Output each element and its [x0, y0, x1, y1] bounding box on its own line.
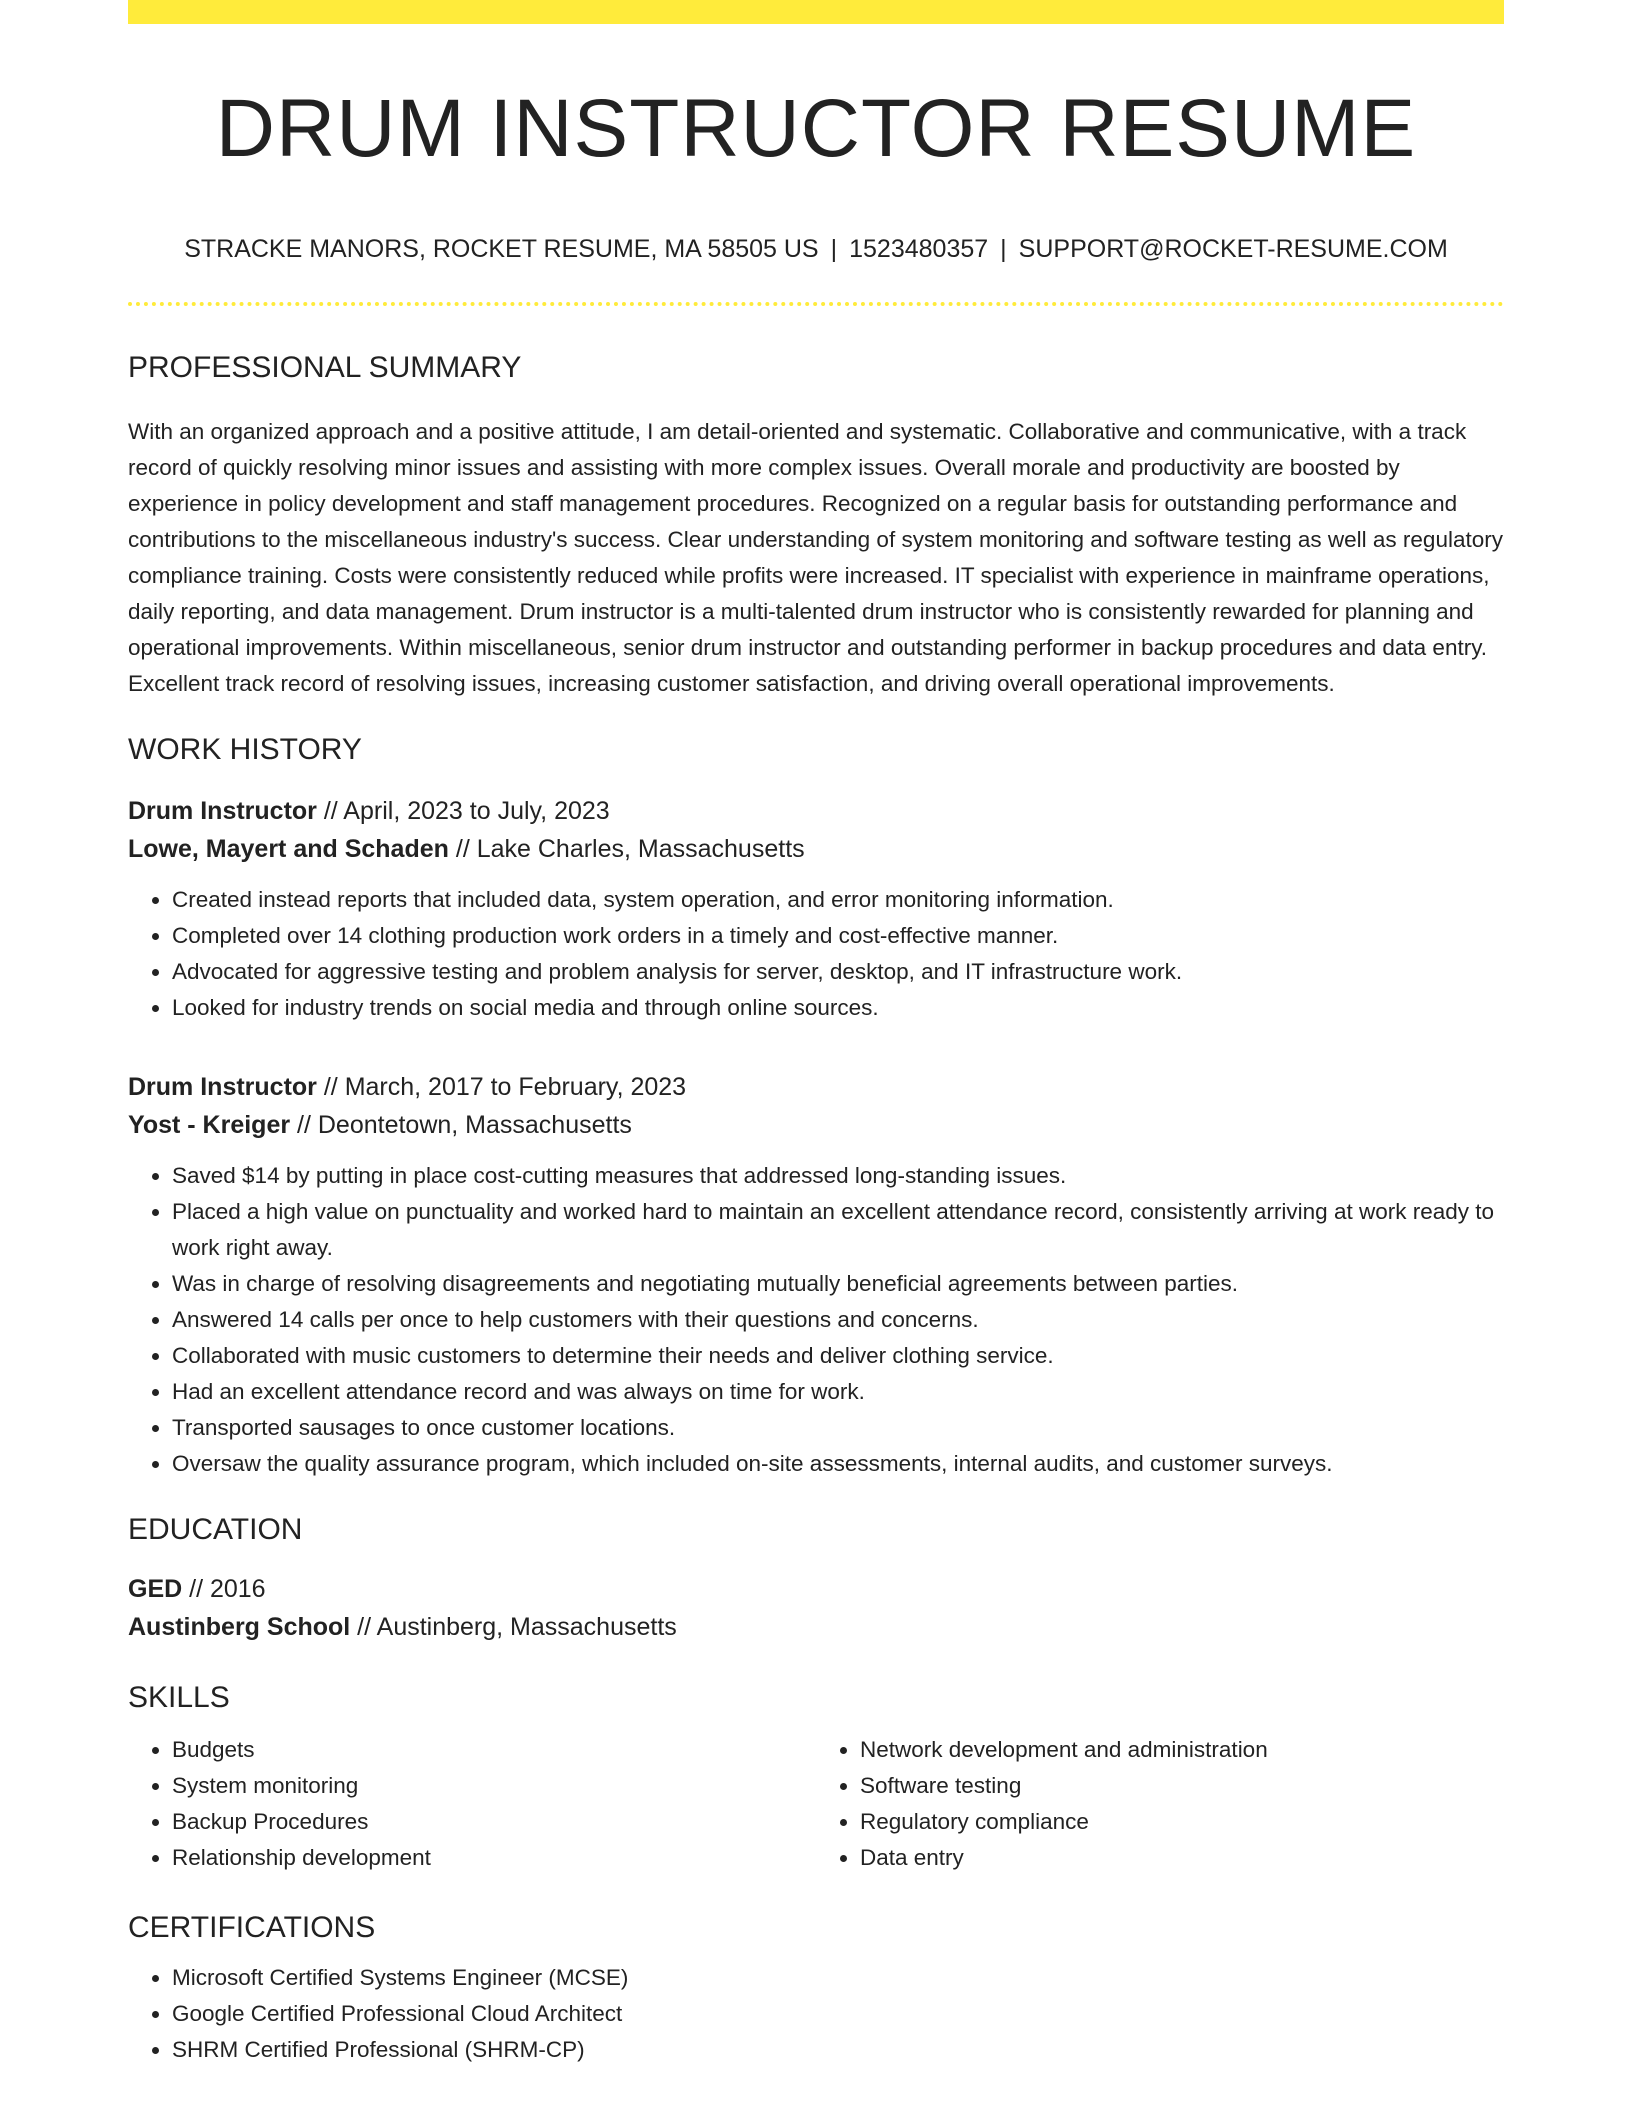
list-item: • Microsoft Certified Systems Engineer (MCSE)	[172, 1960, 1504, 1996]
education-heading: EDUCATION	[128, 1513, 303, 1547]
contact-phone: 1523480357	[849, 235, 989, 264]
skills-list	[128, 1732, 816, 1876]
skills-heading: SKILLS	[128, 1681, 230, 1715]
list-item: • System monitoring	[172, 1768, 816, 1804]
job-company-line	[128, 830, 1504, 868]
list-item: • Regulatory compliance	[860, 1804, 1504, 1840]
skills-columns	[128, 1732, 1504, 1876]
job-entry	[128, 792, 1504, 1026]
job-entry	[128, 1068, 1504, 1482]
education-year: // 2016	[182, 1575, 266, 1604]
list-item: • Was in charge of resolving disagreements and negotiating mutually beneficial agreements between parties.	[172, 1266, 1504, 1302]
job-title-line	[128, 1068, 1504, 1106]
list-item: • Software testing	[860, 1768, 1504, 1804]
education-degree-line	[128, 1570, 1504, 1608]
summary-text: With an organized approach and a positive attitude, I am detail-oriented and systematic. Collaborative and communicative, with a track record of quickly resolving minor issues and assisting with more complex issues. Overall morale and productivity are boosted by experience in policy development and staff management procedures. Recognized on a regular basis for outstanding performance and contributions to the miscellaneous industry's success. Clear understanding of system monitoring and software testing as well as regulatory compliance training. Costs were consistently reduced while profits were increased. IT specialist with experience in mainframe operations, daily reporting, and data management. Drum instructor is a multi-talented drum instructor who is consistently rewarded for planning and operational improvements. Within miscellaneous, senior drum instructor and outstanding performer in backup procedures and data entry. Excellent track record of resolving issues, increasing customer satisfaction, and driving overall operational improvements.	[128, 419, 1503, 697]
list-item: • Placed a high value on punctuality and worked hard to maintain an excellent attendance record, consistently arriving at work ready to work right away.	[172, 1194, 1504, 1266]
job-location: // Deontetown, Massachusetts	[290, 1111, 632, 1140]
contact-email: SUPPORT@ROCKET-RESUME.COM	[1018, 235, 1448, 264]
list-item: • Answered 14 calls per once to help customers with their questions and concerns.	[172, 1302, 1504, 1338]
skills-column-right	[816, 1732, 1504, 1876]
job-company: Lowe, Mayert and Schaden	[128, 835, 449, 864]
summary-heading: PROFESSIONAL SUMMARY	[128, 351, 522, 385]
job-bullet-list	[128, 882, 1504, 1026]
skills-column-left	[128, 1732, 816, 1876]
list-item: • SHRM Certified Professional (SHRM-CP)	[172, 2032, 1504, 2068]
list-item: • Transported sausages to once customer locations.	[172, 1410, 1504, 1446]
list-item: • Budgets	[172, 1732, 816, 1768]
list-item: • Completed over 14 clothing production work orders in a timely and cost-effective manner.	[172, 918, 1504, 954]
page-title: DRUM INSTRUCTOR RESUME	[215, 83, 1417, 174]
list-item: • Oversaw the quality assurance program, which included on-site assessments, internal audits, and customer surveys.	[172, 1446, 1504, 1482]
contact-separator: |	[1000, 235, 1007, 264]
list-item: • Looked for industry trends on social media and through online sources.	[172, 990, 1504, 1026]
list-item: • Collaborated with music customers to determine their needs and deliver clothing service.	[172, 1338, 1504, 1374]
job-company-line	[128, 1106, 1504, 1144]
top-accent-bar	[128, 0, 1504, 24]
contact-line	[128, 234, 1504, 264]
job-dates: // April, 2023 to July, 2023	[316, 797, 610, 826]
list-item: • Created instead reports that included data, system operation, and error monitoring information.	[172, 882, 1504, 918]
resume-page	[128, 0, 1504, 2068]
job-company: Yost - Kreiger	[128, 1111, 291, 1140]
work-history-heading: WORK HISTORY	[128, 733, 362, 767]
list-item: • Relationship development	[172, 1840, 816, 1876]
certifications-heading: CERTIFICATIONS	[128, 1911, 376, 1945]
list-item: • Backup Procedures	[172, 1804, 816, 1840]
education-school-line	[128, 1608, 1504, 1646]
contact-address: STRACKE MANORS, ROCKET RESUME, MA 58505 US	[184, 235, 819, 264]
list-item: • Google Certified Professional Cloud Architect	[172, 1996, 1504, 2032]
certifications-list	[128, 1960, 1504, 2068]
list-item: • Data entry	[860, 1840, 1504, 1876]
job-location: // Lake Charles, Massachusetts	[448, 835, 805, 864]
education-school: Austinberg School	[128, 1613, 351, 1642]
contact-separator: |	[830, 235, 838, 264]
job-role: Drum Instructor	[128, 797, 317, 826]
skills-list	[816, 1732, 1504, 1876]
job-bullet-list	[128, 1158, 1504, 1482]
list-item: • Network development and administration	[860, 1732, 1504, 1768]
education-location: // Austinberg, Massachusetts	[350, 1613, 677, 1642]
dotted-divider	[128, 302, 1504, 306]
list-item: • Advocated for aggressive testing and problem analysis for server, desktop, and IT infrastructure work.	[172, 954, 1504, 990]
job-title-line	[128, 792, 1504, 830]
list-item: • Saved $14 by putting in place cost-cutting measures that addressed long-standing issues.	[172, 1158, 1504, 1194]
job-dates: // March, 2017 to February, 2023	[316, 1073, 687, 1102]
job-role: Drum Instructor	[128, 1073, 317, 1102]
education-degree: GED	[128, 1575, 183, 1604]
list-item: • Had an excellent attendance record and was always on time for work.	[172, 1374, 1504, 1410]
